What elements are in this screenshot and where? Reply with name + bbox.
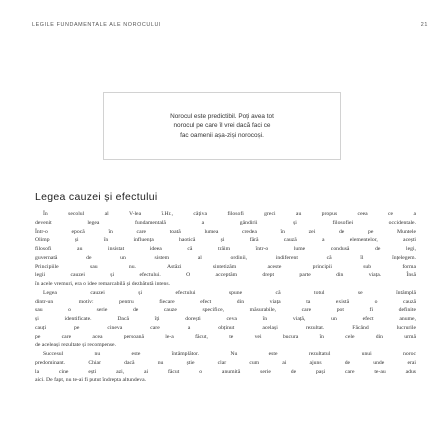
text-line: În secolul al V-lea î.Hr., câțiva filosofi greci au propus ceea ce a <box>43 211 416 217</box>
page-number: 21 <box>420 22 428 28</box>
text-line: sau o serie de cauze specifice, măsurabile, care pot fi definite <box>35 307 416 314</box>
text-line: aici. De fapt, nu te-ai fi putut îndrepta altundeva. <box>35 377 147 384</box>
section-heading: Legea cauzei și efectului <box>35 191 158 203</box>
text-line: Legea cauzei și efectului spune că totul se întâmplă <box>43 289 416 296</box>
text-line: dintr-un motiv: pentru fiecare efect din viața ta există o cauză <box>35 298 416 305</box>
pull-quote-box <box>103 92 341 160</box>
paragraph-2 <box>35 289 416 350</box>
paragraph-1 <box>35 210 416 289</box>
text-line: de aceleași rezultate și recompense. <box>35 342 117 349</box>
text-line: Principiile sau nu. Astăzi sintetizăm aceste principii sub forma <box>35 263 416 270</box>
text-line: Într-o epocă în care toată lumea credea în zei de pe Muntele <box>35 228 416 235</box>
pull-quote-line: norocul pe care îl vrei dacă faci ce <box>173 122 271 130</box>
text-line: Succesul nu este întâmplător. Nu este rezultatul unui noroc <box>43 351 416 357</box>
text-line: la cine ești azi, ai făcut o anumită serie de pași care te-au adus <box>35 368 416 375</box>
paragraph-3 <box>35 350 416 385</box>
text-line: în acele vremuri, era o idee remarcabilă și dezbătută intens. <box>35 281 171 287</box>
running-title: LEGILE FUNDAMENTALE ALE NOROCULUI <box>32 22 162 28</box>
body-text <box>35 210 416 385</box>
text-line: filosofi au insistat ideea că trăim într-o lume condusă de legi, <box>35 246 416 252</box>
text-line: devenit legea fundamentală a gândirii și filosofiei occidentale. <box>35 219 416 226</box>
running-header <box>32 22 428 28</box>
text-line: cauți pe cineva care a obținut același rezultat. Făcând lucrurile <box>35 324 416 331</box>
pull-quote-line: Norocul este predictibil. Poți avea tot <box>170 112 274 120</box>
text-line: Olimp și în influența haotică și fără cauză a elementelor, acești <box>35 237 416 244</box>
pull-quote-line: fac oamenii așa-ziși norocoși. <box>180 131 264 139</box>
text-line: pe care acea persoană le-a făcut, te vei bucura în cele din urmă <box>35 333 416 340</box>
text-line: guvernată de un sistem al ordinii, indiferent că îl înțelegem. <box>35 254 416 261</box>
text-line: legii cauzei și efectului. O acceptăm drept parte din viața. Însă <box>35 272 416 279</box>
text-line: predominant. Chiar dacă nu știe clar cum ai ajuns de unde erai <box>35 359 416 366</box>
text-line: și identificate. Dacă îți dorești ceva în viață, un efect anume, <box>35 316 416 322</box>
